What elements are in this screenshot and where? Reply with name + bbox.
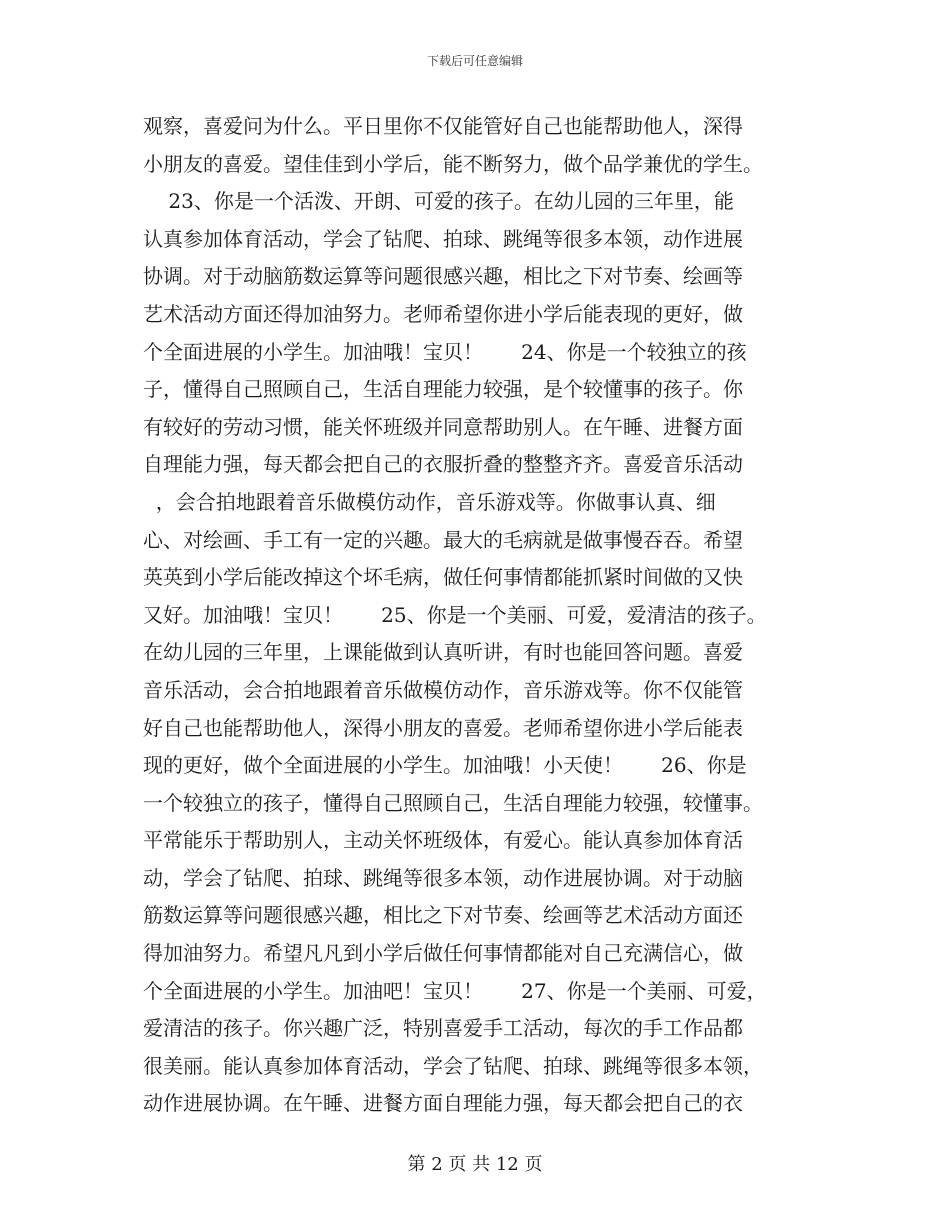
text-line: 好自己也能帮助他人，深得小朋友的喜爱。老师希望你进小学后能表 — [143, 715, 743, 740]
text-line: 艺术活动方面还得加油努力。老师希望你进小学后能表现的更好，做 — [143, 301, 743, 326]
text-line: 现的更好，做个全面进展的小学生。加油哦！小天使！ 26、你是 — [143, 753, 747, 778]
text-line: 子，懂得自己照顾自己，生活自理能力较强，是个较懂事的孩子。你 — [143, 377, 743, 402]
text-line: 认真参加体育活动，学会了钻爬、拍球、跳绳等很多本领，动作进展 — [143, 226, 743, 251]
text-line: 筋数运算等问题很感兴趣，相比之下对节奏、绘画等艺术活动方面还 — [143, 903, 743, 928]
text-line: 个全面进展的小学生。加油吧！宝贝！ 27、你是一个美丽、可爱， — [143, 978, 767, 1003]
page-header: 下载后可任意编辑 — [426, 54, 523, 68]
text-line: 动作进展协调。在午睡、进餐方面自理能力强，每天都会把自己的衣 — [143, 1091, 743, 1116]
text-line: 得加油努力。希望凡凡到小学后做任何事情都能对自己充满信心，做 — [143, 941, 743, 966]
text-line: 有较好的劳动习惯，能关怀班级并同意帮助别人。在午睡、进餐方面 — [143, 414, 743, 439]
text-line: 平常能乐于帮助别人，主动关怀班级体，有爱心。能认真参加体育活 — [143, 828, 743, 853]
text-line: 协调。对于动脑筋数运算等问题很感兴趣，相比之下对节奏、绘画等 — [143, 264, 743, 289]
text-line: 动，学会了钻爬、拍球、跳绳等很多本领，动作进展协调。对于动脑 — [143, 865, 743, 890]
text-line: 心、对绘画、手工有一定的兴趣。最大的毛病就是做事慢吞吞。希望 — [143, 527, 743, 552]
text-line: 自理能力强，每天都会把自己的衣服折叠的整整齐齐。喜爱音乐活动 — [143, 452, 743, 477]
text-line: 爱清洁的孩子。你兴趣广泛，特别喜爱手工活动，每次的手工作品都 — [143, 1016, 743, 1041]
document-body — [143, 108, 823, 1123]
text-line: 个全面进展的小学生。加油哦！宝贝！ 24、你是一个较独立的孩 — [143, 339, 747, 364]
text-line: 英英到小学后能改掉这个坏毛病，做任何事情都能抓紧时间做的又快 — [143, 565, 743, 590]
text-line: 23、你是一个活泼、开朗、可爱的孩子。在幼儿园的三年里，能 — [143, 189, 734, 214]
text-line: 很美丽。能认真参加体育活动，学会了钻爬、拍球、跳绳等很多本领， — [143, 1053, 763, 1078]
text-line: 观察，喜爱问为什么。平日里你不仅能管好自己也能帮助他人，深得 — [143, 114, 743, 138]
text-line: 一个较独立的孩子，懂得自己照顾自己，生活自理能力较强，较懂事。 — [143, 790, 763, 815]
text-line: 在幼儿园的三年里，上课能做到认真听讲，有时也能回答问题。喜爱 — [143, 640, 743, 665]
page-footer: 第 2 页 共 12 页 — [407, 1154, 543, 1175]
text-line: ，会合拍地跟着音乐做模仿动作，音乐游戏等。你做事认真、细 — [143, 489, 716, 514]
text-line: 小朋友的喜爱。望佳佳到小学后，能不断努力，做个品学兼优的学生。 — [143, 151, 763, 176]
text-line: 又好。加油哦！宝贝！ 25、你是一个美丽、可爱，爱清洁的孩子。 — [143, 602, 767, 627]
text-line: 音乐活动，会合拍地跟着音乐做模仿动作，音乐游戏等。你不仅能管 — [143, 677, 743, 702]
